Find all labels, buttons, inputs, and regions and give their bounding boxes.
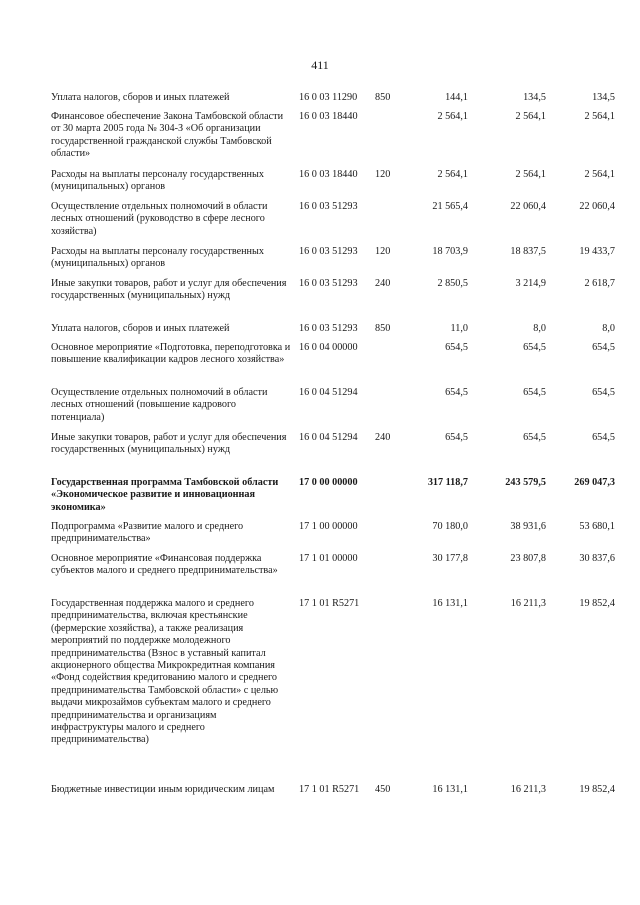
row-value-3: 53 680,1 (579, 521, 615, 532)
row-value-1: 70 180,0 (432, 521, 468, 532)
row-value-2: 16 211,3 (510, 784, 546, 795)
row-value-3: 2 564,1 (584, 111, 615, 122)
row-code: 16 0 04 51294 (299, 432, 358, 443)
row-name: Уплата налогов, сборов и иных платежей (51, 92, 230, 103)
row-code: 17 1 01 00000 (299, 553, 358, 564)
row-value-2: 2 564,1 (515, 169, 546, 180)
row-value-2: 23 807,8 (510, 553, 546, 564)
row-code: 16 0 03 51293 (299, 246, 358, 257)
row-name: Государственная поддержка малого и среднего предпринимательства, включая крестьянские (фермерские хозяйства), а также реализация мероприятий по поддержке молодежного предпринимательства (Взнос в уставный капитал акционерного общества Микрокредитная компания «Фонд содействия кредитованию малого и среднего предпринимательства Тамбовской области» с целью выдачи микрозаймов субъектам малого и среднего предпринимательства и организациям инфраструктуры малого и среднего предпринимательства) (51, 598, 279, 746)
row-value-1: 2 564,1 (437, 169, 468, 180)
row-value-2: 654,5 (523, 387, 546, 398)
row-code: 16 0 04 51294 (299, 387, 358, 398)
row-value-2: 243 579,5 (505, 477, 546, 488)
row-value-2: 134,5 (523, 92, 546, 103)
row-value-1: 2 850,5 (437, 278, 468, 289)
row-expense-type: 120 (375, 169, 391, 180)
row-value-3: 2 618,7 (584, 278, 615, 289)
row-name: Иные закупки товаров, работ и услуг для обеспечения государственных (муниципальных) нужд (51, 432, 287, 456)
row-value-1: 654,5 (445, 432, 468, 443)
row-value-1: 21 565,4 (432, 201, 468, 212)
row-expense-type: 850 (375, 92, 391, 103)
row-code: 16 0 03 18440 (299, 111, 358, 122)
row-value-1: 654,5 (445, 342, 468, 353)
row-name: Основное мероприятие «Финансовая поддержка субъектов малого и среднего предпринимательства» (51, 553, 278, 577)
row-value-1: 11,0 (450, 323, 468, 334)
row-name: Иные закупки товаров, работ и услуг для обеспечения государственных (муниципальных) нужд (51, 278, 287, 302)
row-name: Расходы на выплаты персоналу государственных (муниципальных) органов (51, 169, 264, 193)
row-value-3: 269 047,3 (574, 477, 615, 488)
row-value-2: 2 564,1 (515, 111, 546, 122)
row-value-1: 317 118,7 (427, 477, 468, 488)
row-value-3: 8,0 (602, 323, 615, 334)
row-expense-type: 240 (375, 432, 391, 443)
row-value-3: 654,5 (592, 387, 615, 398)
row-value-3: 19 433,7 (579, 246, 615, 257)
row-value-1: 144,1 (445, 92, 468, 103)
row-name: Осуществление отдельных полномочий в области лесных отношений (повышение кадрового потенциала) (51, 387, 268, 423)
row-value-2: 18 837,5 (510, 246, 546, 257)
row-value-3: 134,5 (592, 92, 615, 103)
row-name: Осуществление отдельных полномочий в области лесных отношений (руководство в сфере лесного хозяйства) (51, 201, 268, 237)
row-value-3: 654,5 (592, 432, 615, 443)
row-name: Расходы на выплаты персоналу государственных (муниципальных) органов (51, 246, 264, 270)
row-code: 17 1 01 R5271 (299, 784, 360, 795)
row-value-1: 30 177,8 (432, 553, 468, 564)
row-name: Уплата налогов, сборов и иных платежей (51, 323, 230, 334)
row-value-3: 22 060,4 (579, 201, 615, 212)
row-value-3: 19 852,4 (579, 784, 615, 795)
row-value-2: 38 931,6 (510, 521, 546, 532)
row-value-2: 22 060,4 (510, 201, 546, 212)
row-expense-type: 120 (375, 246, 391, 257)
row-code: 16 0 04 00000 (299, 342, 358, 353)
row-value-2: 3 214,9 (515, 278, 546, 289)
row-name: Основное мероприятие «Подготовка, переподготовка и повышение квалификации кадров лесного хозяйства» (51, 342, 291, 366)
row-code: 16 0 03 51293 (299, 278, 358, 289)
row-value-3: 19 852,4 (579, 598, 615, 609)
row-name: Финансовое обеспечение Закона Тамбовской области от 30 марта 2005 года № 304-З «Об организации государственной гражданской службы Тамбовской области» (51, 111, 284, 160)
row-code: 17 0 00 00000 (299, 477, 358, 488)
row-value-2: 8,0 (533, 323, 546, 334)
row-value-1: 16 131,1 (432, 784, 468, 795)
row-expense-type: 240 (375, 278, 391, 289)
row-expense-type: 850 (375, 323, 391, 334)
row-name: Подпрограмма «Развитие малого и среднего предпринимательства» (51, 521, 244, 545)
row-value-3: 2 564,1 (584, 169, 615, 180)
row-value-2: 654,5 (523, 432, 546, 443)
row-value-3: 30 837,6 (579, 553, 615, 564)
row-value-1: 16 131,1 (432, 598, 468, 609)
row-code: 16 0 03 18440 (299, 169, 358, 180)
row-value-1: 18 703,9 (432, 246, 468, 257)
row-name: Государственная программа Тамбовской области «Экономическое развитие и инновационная экономика» (51, 477, 279, 513)
row-name: Бюджетные инвестиции иным юридическим лицам (51, 784, 275, 795)
row-value-2: 654,5 (523, 342, 546, 353)
page-number: 411 (311, 58, 329, 72)
row-code: 16 0 03 51293 (299, 201, 358, 212)
row-code: 16 0 03 11290 (299, 92, 358, 103)
row-expense-type: 450 (375, 784, 391, 795)
row-value-1: 654,5 (445, 387, 468, 398)
row-code: 16 0 03 51293 (299, 323, 358, 334)
row-code: 17 1 01 R5271 (299, 598, 360, 609)
row-value-2: 16 211,3 (510, 598, 546, 609)
row-value-1: 2 564,1 (437, 111, 468, 122)
row-value-3: 654,5 (592, 342, 615, 353)
row-code: 17 1 00 00000 (299, 521, 358, 532)
